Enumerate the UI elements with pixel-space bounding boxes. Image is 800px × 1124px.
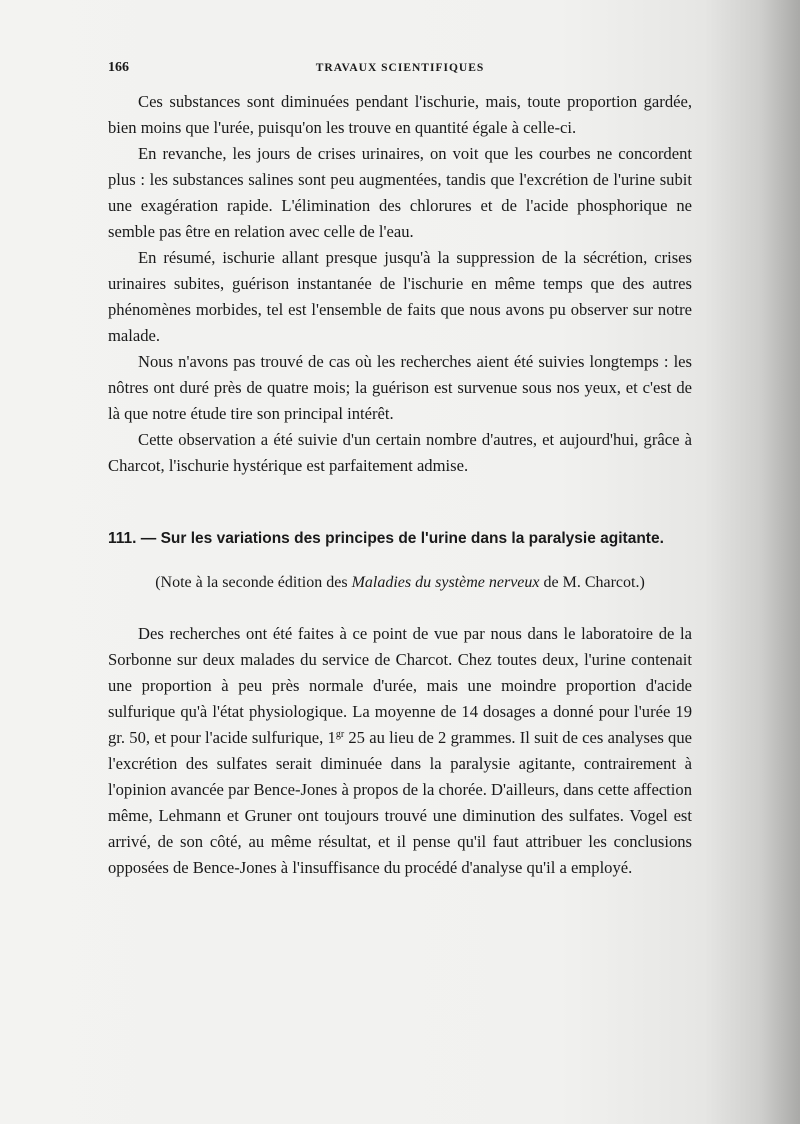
paragraph: En revanche, les jours de crises urinaires, on voit que les courbes ne concordent plus : les substances salines sont peu augmentées, tandis que l'excrétion de l'urine subit une exagération rapide. L'élimination des chlorures et de l'acide phosphorique ne semble pas être en relation avec celle de l'eau. — [108, 144, 692, 241]
gram-unit-superscript: gr — [335, 729, 345, 740]
note-book-title: Maladies du système nerveux — [351, 574, 540, 591]
note-prefix: (Note à la seconde édition des — [155, 574, 352, 591]
section-paragraph-start: Des recherches ont été faites à ce point de vue par nous dans le laboratoire de la Sorbonne sur deux malades du service de Charcot. Chez toutes deux, l'urine contenait une proportion à peu près normale d'urée, mais une moindre proportion d'acide sulfurique qu'à l'état physiologique. La moyenne de 14 dosages a donné pour l'urée 19 gr. 50, et pour l'acide sulfurique, 1 — [108, 624, 692, 747]
section-paragraph — [108, 621, 692, 881]
page-body — [108, 89, 692, 881]
page-number: 166 — [108, 60, 129, 75]
running-title: TRAVAUX SCIENTIFIQUES — [315, 62, 485, 74]
paragraph: Ces substances sont diminuées pendant l'ischurie, mais, toute proportion gardée, bien moins que l'urée, puisqu'on les trouve en quantité égale à celle-ci. — [108, 92, 692, 137]
paragraph: En résumé, ischurie allant presque jusqu'à la suppression de la sécrétion, crises urinaires subites, guérison instantanée de l'ischurie en même temps que des autres phénomènes morbides, tel est l'ensemble de faits que nous avons pu observer sur notre malade. — [108, 248, 692, 345]
section-heading: 111. — Sur les variations des principes de l'urine dans la paralysie agitante. — [108, 530, 664, 547]
note-suffix: de M. Charcot.) — [539, 574, 645, 591]
page-header — [108, 60, 692, 84]
section-note — [108, 571, 692, 595]
paragraph: Cette observation a été suivie d'un certain nombre d'autres, et aujourd'hui, grâce à Charcot, l'ischurie hystérique est parfaitement admise. — [108, 430, 692, 475]
section-paragraph-end: 25 au lieu de 2 grammes. Il suit de ces analyses que l'excrétion des sulfates serait diminuée dans la paralysie agitante, contrairement à l'opinion avancée par Bence-Jones à propos de la chorée. D'ailleurs, dans cette affection même, Lehmann et Gruner ont toujours trouvé une diminution des sulfates. Vogel est arrivé, de son côté, au même résultat, et il pense qu'il faut attribuer les conclusions opposées de Bence-Jones à l'insuffisance du procédé d'analyse qu'il a employé. — [108, 728, 692, 877]
paragraph: Nous n'avons pas trouvé de cas où les recherches aient été suivies longtemps : les nôtres ont duré près de quatre mois; la guérison est survenue sous nos yeux, et c'est de là que notre étude tire son principal intérêt. — [108, 352, 692, 423]
